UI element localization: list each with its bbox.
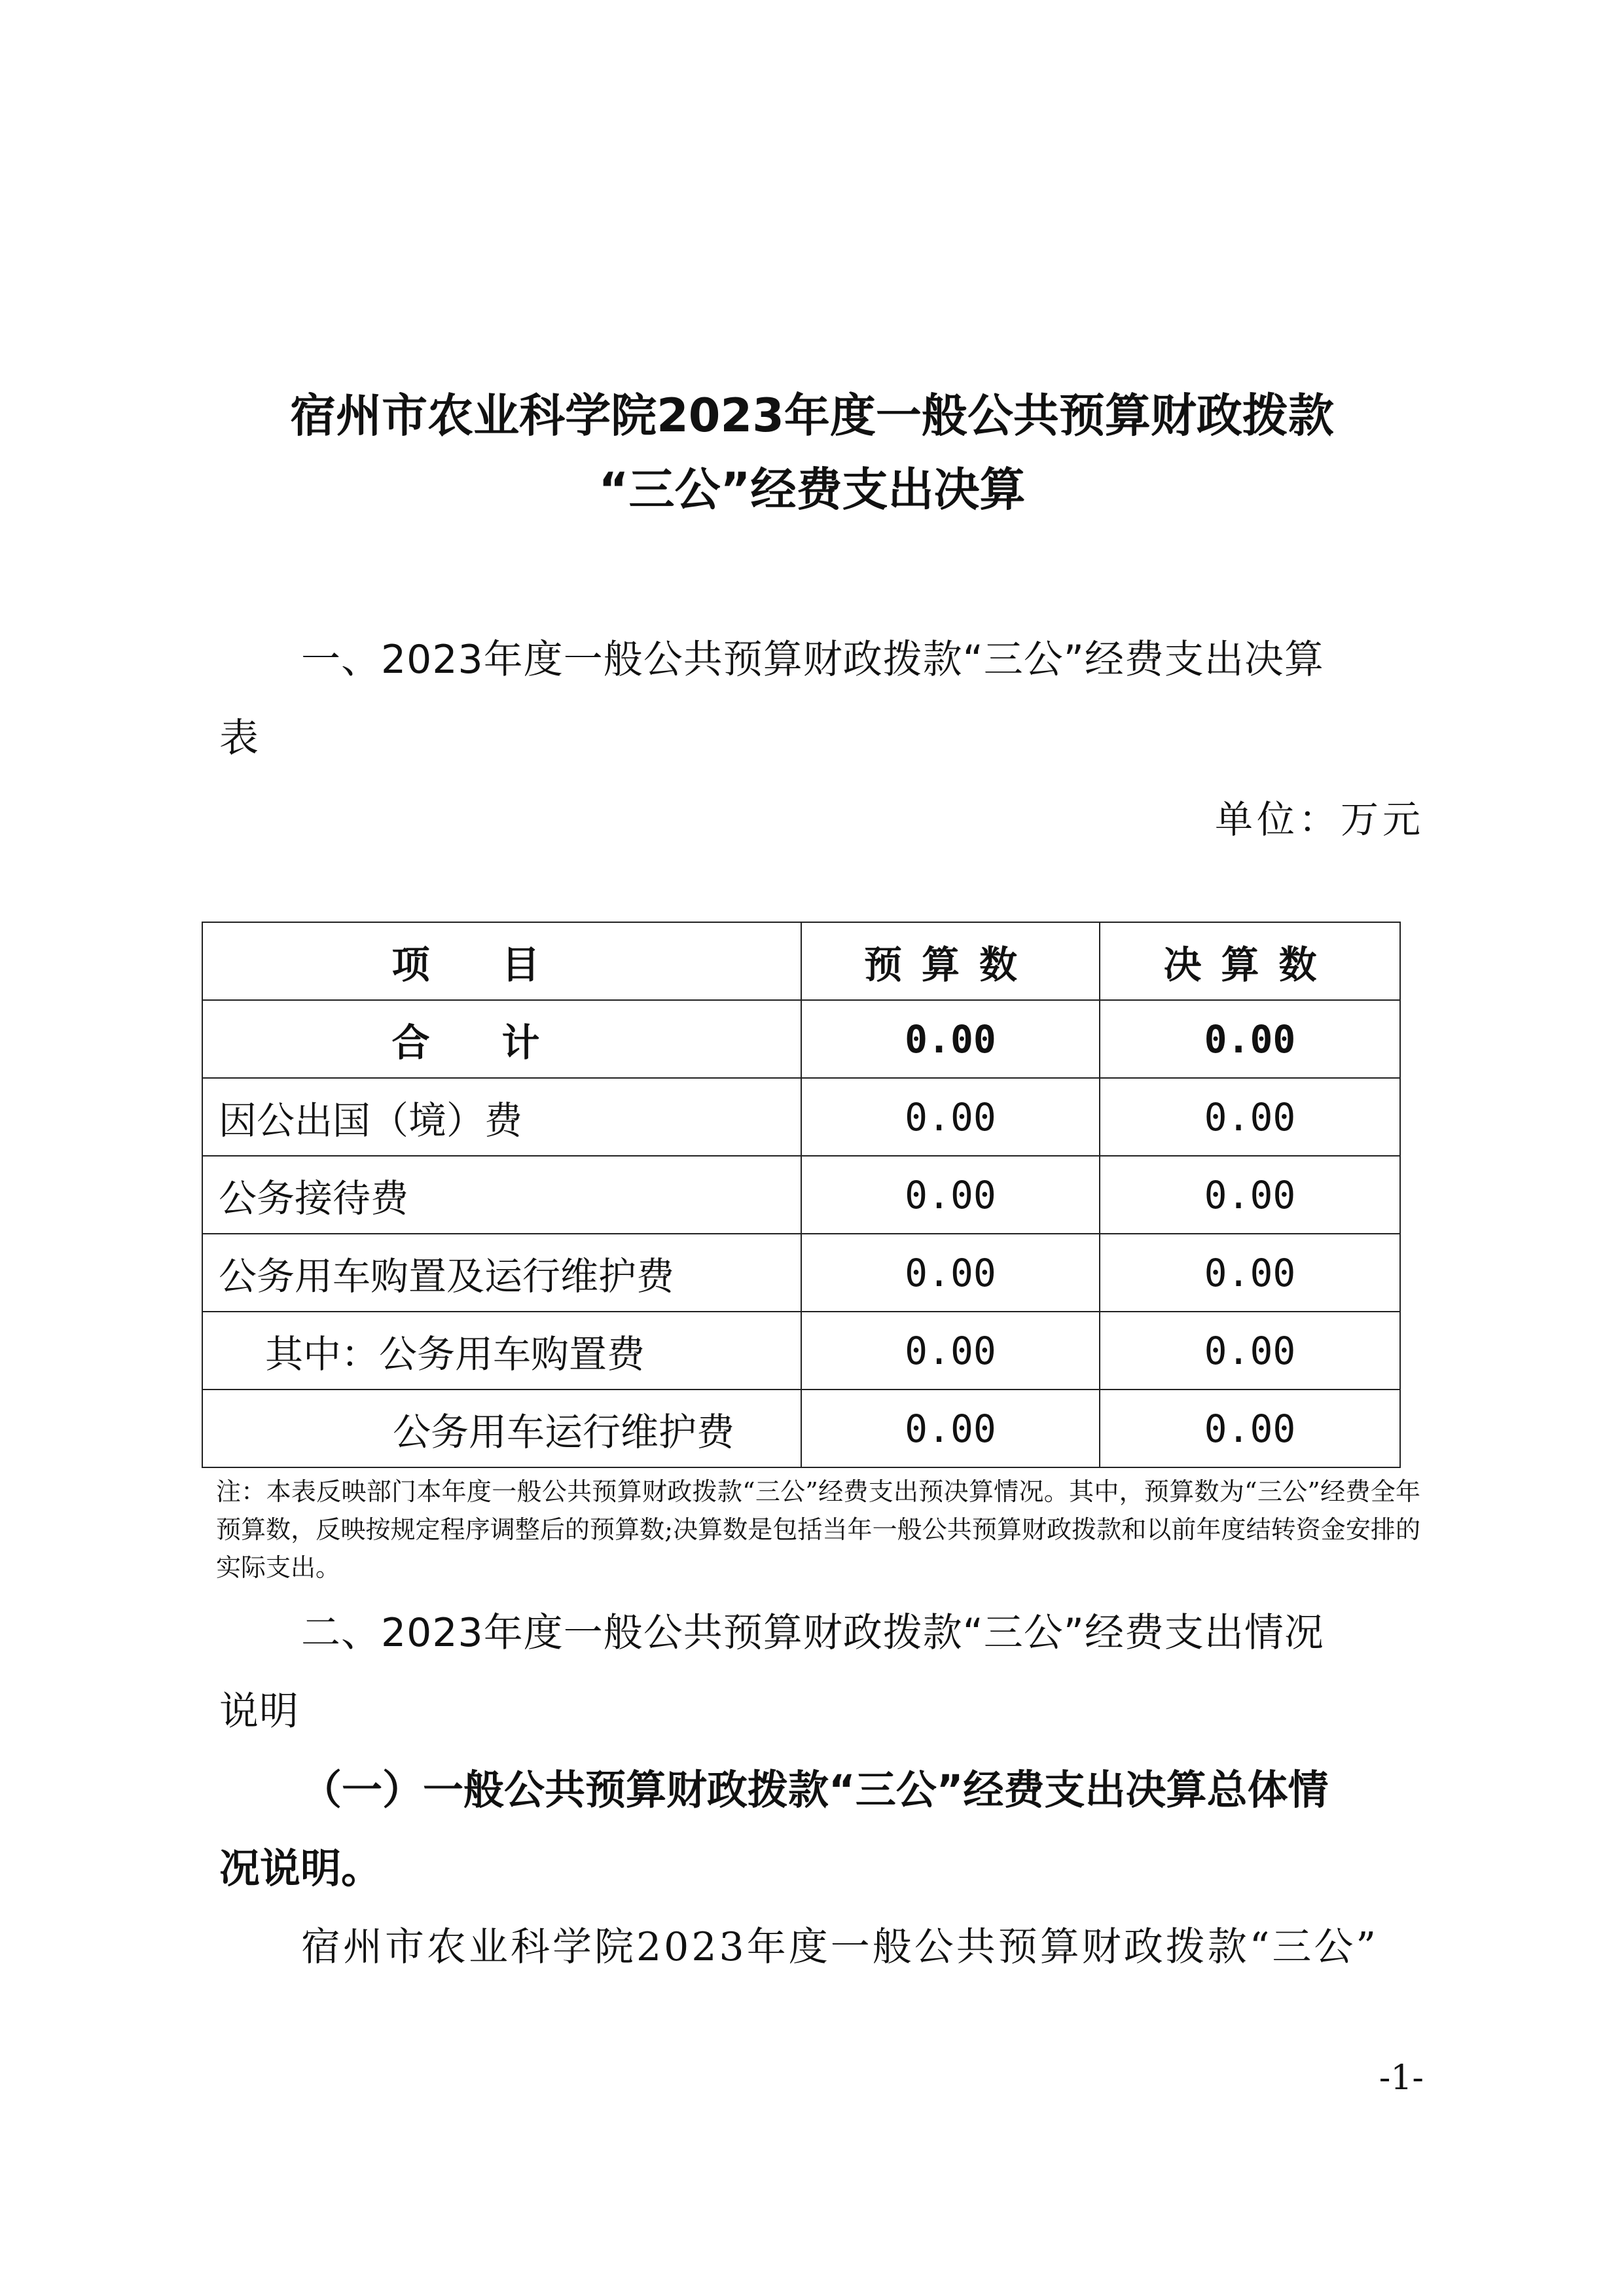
row-final: 0.00 <box>1100 1312 1400 1390</box>
row-budget: 0.00 <box>801 1234 1100 1312</box>
table-row <box>202 1390 1400 1467</box>
table-total-row <box>202 1000 1400 1078</box>
table-row <box>202 1078 1400 1156</box>
subsection1-heading: （一）一般公共预算财政拨款“三公”经费支出决算总体情 <box>301 1766 1329 1814</box>
table-header-row <box>202 922 1400 1000</box>
document-title-line2: “三公”经费支出决算 <box>598 463 1026 516</box>
subsection1-heading-cont: 况说明。 <box>219 1844 382 1892</box>
unit-label: 单位：万元 <box>1214 797 1424 842</box>
document-title-line1: 宿州市农业科学院2023年度一般公共预算财政拨款 <box>290 389 1334 442</box>
row-budget: 0.00 <box>801 1390 1100 1467</box>
total-label: 合计 <box>202 1000 801 1078</box>
row-label: 其中：公务用车购置费 <box>202 1312 801 1390</box>
row-budget: 0.00 <box>801 1312 1100 1390</box>
table-row <box>202 1156 1400 1234</box>
total-final: 0.00 <box>1100 1000 1400 1078</box>
section2-heading: 二、2023年度一般公共预算财政拨款“三公”经费支出情况 <box>301 1610 1324 1656</box>
header-item: 项目 <box>202 922 801 1000</box>
row-budget: 0.00 <box>801 1078 1100 1156</box>
row-final: 0.00 <box>1100 1234 1400 1312</box>
table-row <box>202 1234 1400 1312</box>
row-label: 公务用车购置及运行维护费 <box>202 1234 801 1312</box>
body-paragraph-line: 宿州市农业科学院2023年度一般公共预算财政拨款“三公” <box>301 1924 1379 1970</box>
header-final: 决算数 <box>1100 922 1400 1000</box>
three-public-expenses-table <box>202 922 1401 1468</box>
row-label: 因公出国（境）费 <box>202 1078 801 1156</box>
row-final: 0.00 <box>1100 1078 1400 1156</box>
table-row <box>202 1312 1400 1390</box>
table-note: 注：本表反映部门本年度一般公共预算财政拨款“三公”经费支出预决算情况。其中，预算数为“三公”经费全年预算数，反映按规定程序调整后的预算数;决算数是包括当年一般公共预算财政拨款和以前年度结转资金安排的实际支出。 <box>216 1477 1420 1582</box>
section1-heading: 一、2023年度一般公共预算财政拨款“三公”经费支出决算 <box>301 637 1324 683</box>
section1-heading-cont: 表 <box>219 715 259 761</box>
page-number: -1- <box>1379 2058 1424 2098</box>
row-final: 0.00 <box>1100 1390 1400 1467</box>
row-label: 公务接待费 <box>202 1156 801 1234</box>
section2-heading-cont: 说明 <box>219 1689 299 1734</box>
row-budget: 0.00 <box>801 1156 1100 1234</box>
row-final: 0.00 <box>1100 1156 1400 1234</box>
header-budget: 预算数 <box>801 922 1100 1000</box>
row-label: 公务用车运行维护费 <box>202 1390 801 1467</box>
total-budget: 0.00 <box>801 1000 1100 1078</box>
